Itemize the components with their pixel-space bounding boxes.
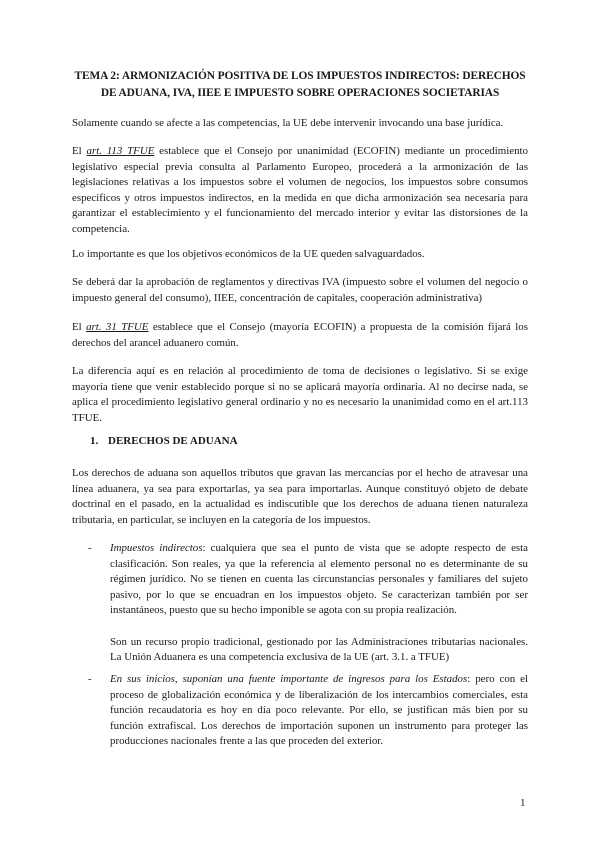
section-number: 1. bbox=[90, 435, 99, 447]
list-dash: - bbox=[88, 673, 92, 685]
article-reference-link[interactable]: art. 113 TFUE bbox=[86, 145, 155, 157]
paragraph-5-text: establece que el Consejo (mayoría ECOFIN) a propuesta de la comisión fijará los derechos del arancel aduanero común. bbox=[72, 321, 528, 349]
list-item-lead: Impuestos indirectos bbox=[110, 542, 203, 554]
paragraph-2-text: establece que el Consejo por unanimidad (ECOFIN) mediante un procedimiento legislativo especial previa consulta al Parlamento Europeo, procederá a la armonización de las legislaciones relativas a los impuestos sobre el volumen de negocios, los impuestos sobre consumos específicos y otros impuestos indirectos, en la medida en que dicha armonización sea necesaria para garantizar el establecimiento y el funcionamiento del mercado interior y evitar las distorsiones de la competencia. bbox=[72, 145, 529, 235]
page-number: 1 bbox=[520, 797, 526, 809]
section-intro: Los derechos de aduana son aquellos tributos que gravan las mercancías por el hecho de atravesar una línea aduanera, ya sea para exportarlas, ya sea para importarlas. Aunque constituyó objeto de debate doctrinal en el pasado, en la actualidad es indiscutible que los derechos de aduana tienen naturaleza tributaria, en particular, se incluyen en la categoría de los impuestos. bbox=[72, 467, 528, 526]
list-item-body bbox=[110, 672, 528, 750]
list-item-lead: En sus inicios, suponían una fuente importante de ingresos para los Estados bbox=[110, 673, 468, 685]
list-item-text: : cualquiera que sea el punto de vista que se adopte respecto de esta clasificación. Son reales, ya que la referencia al elemento personal no es determinante de su régimen jurídico. No se tienen en cuenta las circunstancias personales y familiares del sujeto pasivo, por lo que se encuadran en los impuestos objeto. Se caracterizan también por ser instantáneos, puesto que su hecho imponible se agota con su propia realización. bbox=[110, 542, 528, 616]
paragraph-2 bbox=[72, 144, 528, 237]
paragraph-1: Solamente cuando se afecte a las competencias, la UE debe intervenir invocando una base jurídica. bbox=[72, 117, 504, 129]
paragraph-5-lead: El bbox=[72, 321, 87, 333]
paragraph-3: Lo importante es que los objetivos económicos de la UE queden salvaguardados. bbox=[72, 248, 425, 260]
list-item-extra: Son un recurso propio tradicional, gestionado por las Administraciones tributarias nacionales. La Unión Aduanera es una competencia exclusiva de la UE (art. 3.1. a TFUE) bbox=[110, 635, 528, 663]
section-title: DERECHOS DE ADUANA bbox=[108, 435, 238, 447]
paragraph-6: La diferencia aquí es en relación al procedimiento de toma de decisiones o legislativo. Si se exige mayoría tiene que venir establecido porque si no se aplicará mayoría ordinaria. Al no decirse nada, se aplica el procedimiento legislativo general ordinario y no es necesario la unanimidad como en el art.113 TFUE. bbox=[72, 365, 528, 424]
paragraph-4: Se deberá dar la aprobación de reglamentos y directivas IVA (impuesto sobre el volumen del negocio o impuesto general del consumo), IIEE, concentración de capitales, cooperación administrativa) bbox=[72, 276, 528, 304]
section-heading bbox=[90, 434, 238, 450]
article-reference-link[interactable]: art. 31 TFUE bbox=[86, 321, 149, 333]
list-item-text: : pero con el proceso de globalización económica y de liberalización de los intercambios comerciales, esta función recaudatoria es hoy en día poco relevante. Por ello, se justifican más bien por su función extrafiscal. Los derechos de importación suponen un instrumento para proteger las producciones nacionales frente a las que proceden del exterior. bbox=[110, 673, 528, 747]
list-item-body bbox=[110, 541, 528, 666]
document-title: TEMA 2: ARMONIZACIÓN POSITIVA DE LOS IMPUESTOS INDIRECTOS: DERECHOS DE ADUANA, IVA, IIEE E IMPUESTO SOBRE OPERACIONES SOCIETARIAS bbox=[74, 70, 526, 99]
list-dash: - bbox=[88, 542, 92, 554]
paragraph-5 bbox=[72, 320, 528, 351]
paragraph-2-lead: El bbox=[72, 145, 87, 157]
